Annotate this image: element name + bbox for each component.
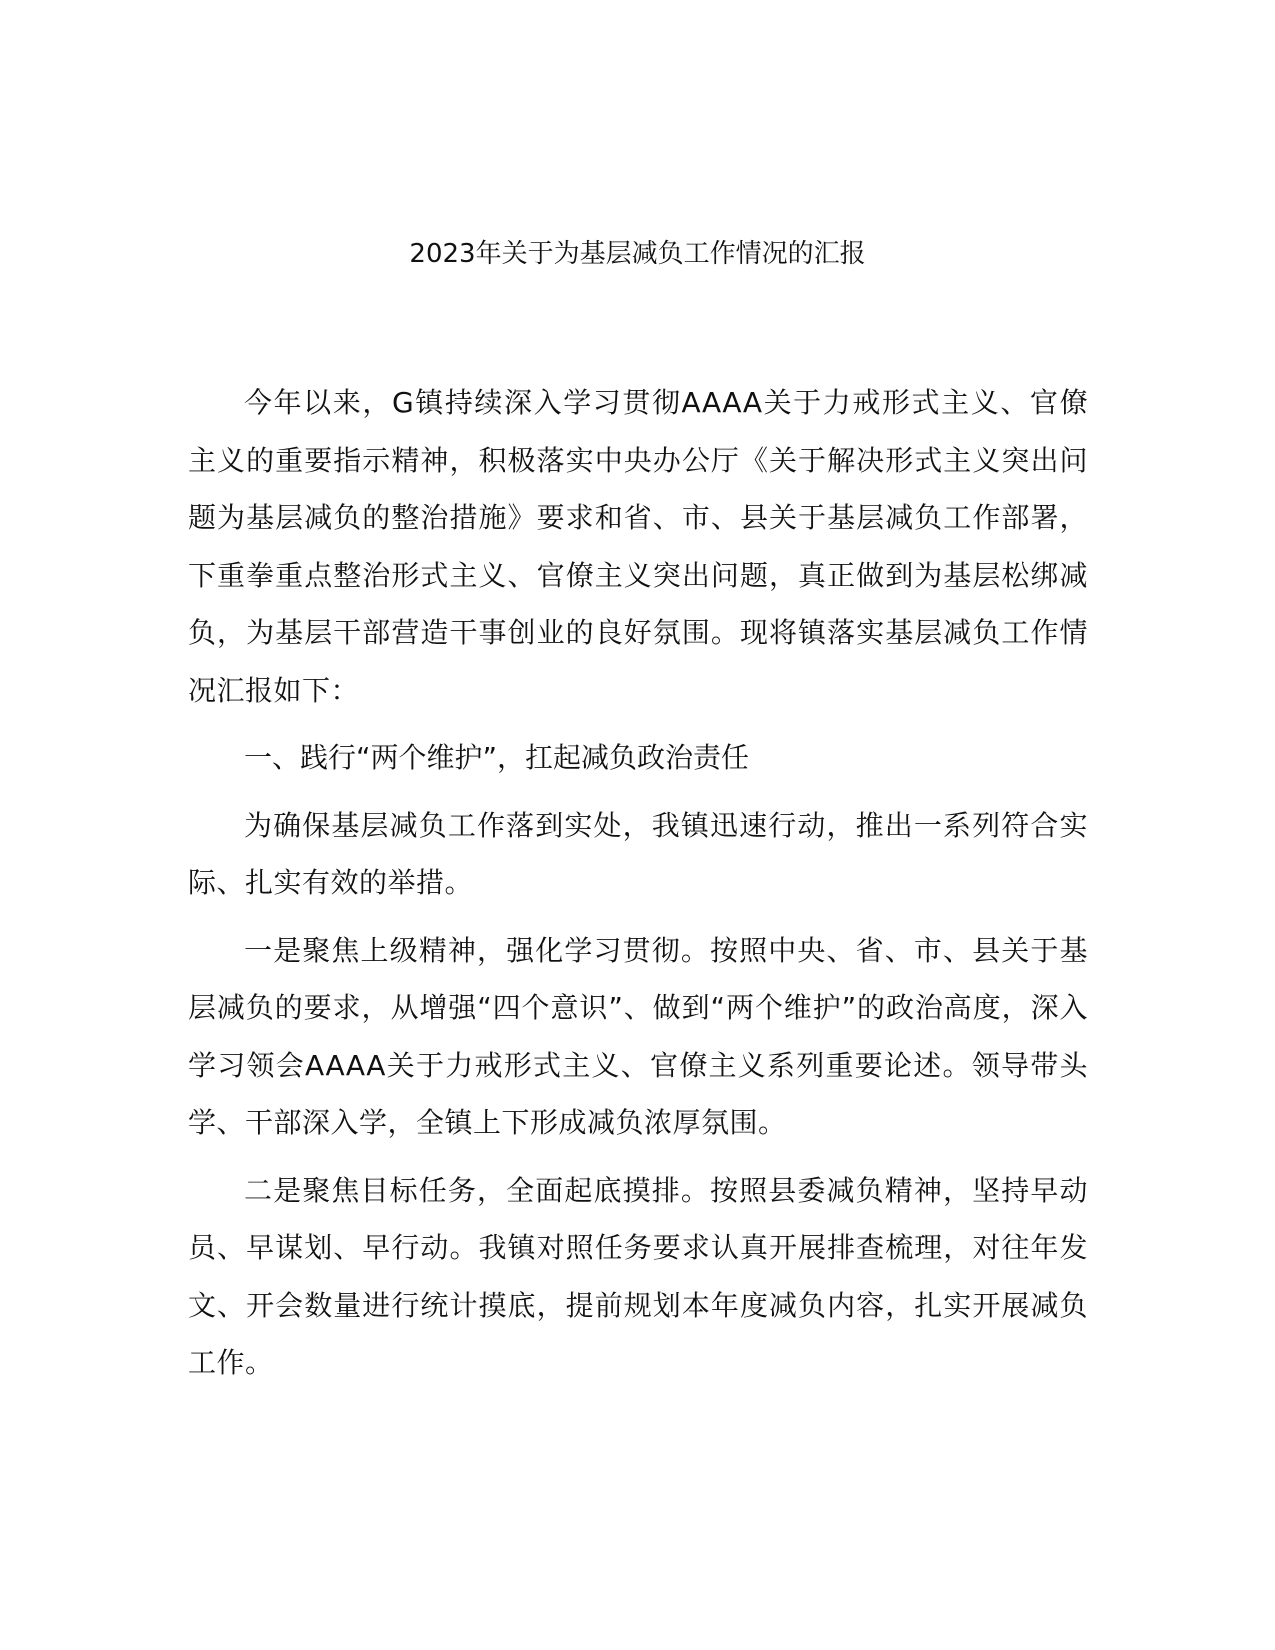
paragraph-point-1: 一是聚焦上级精神，强化学习贯彻。按照中央、省、市、县关于基层减负的要求，从增强“四个意识”、做到“两个维护”的政治高度，深入学习领会AAAA关于力戒形式主义、官僚主义系列重要论述。领导带头学、干部深入学，全镇上下形成减负浓厚氛围。 — [188, 933, 1088, 1139]
paragraph-intro: 今年以来，G镇持续深入学习贯彻AAAA关于力戒形式主义、官僚主义的重要指示精神，积极落实中央办公厅《关于解决形式主义突出问题为基层减负的整治措施》要求和省、市、县关于基层减负工作部署，下重拳重点整治形式主义、官僚主义突出问题，真正做到为基层松绑减负，为基层干部营造干事创业的良好氛围。现将镇落实基层减负工作情况汇报如下： — [188, 386, 1088, 707]
paragraph-section1-intro: 为确保基层减负工作落到实处，我镇迅速行动，推出一系列符合实际、扎实有效的举措。 — [188, 808, 1088, 899]
paragraph-point-2: 二是聚焦目标任务，全面起底摸排。按照县委减负精神，坚持早动员、早谋划、早行动。我镇对照任务要求认真开展排查梳理，对往年发文、开会数量进行统计摸底，提前规划本年度减负内容，扎实开展减负工作。 — [188, 1173, 1088, 1379]
document-body — [188, 374, 1088, 1402]
section-heading-1: 一、践行“两个维护”，扛起减负政治责任 — [244, 741, 750, 774]
document-title: 2023年关于为基层减负工作情况的汇报 — [409, 239, 866, 269]
